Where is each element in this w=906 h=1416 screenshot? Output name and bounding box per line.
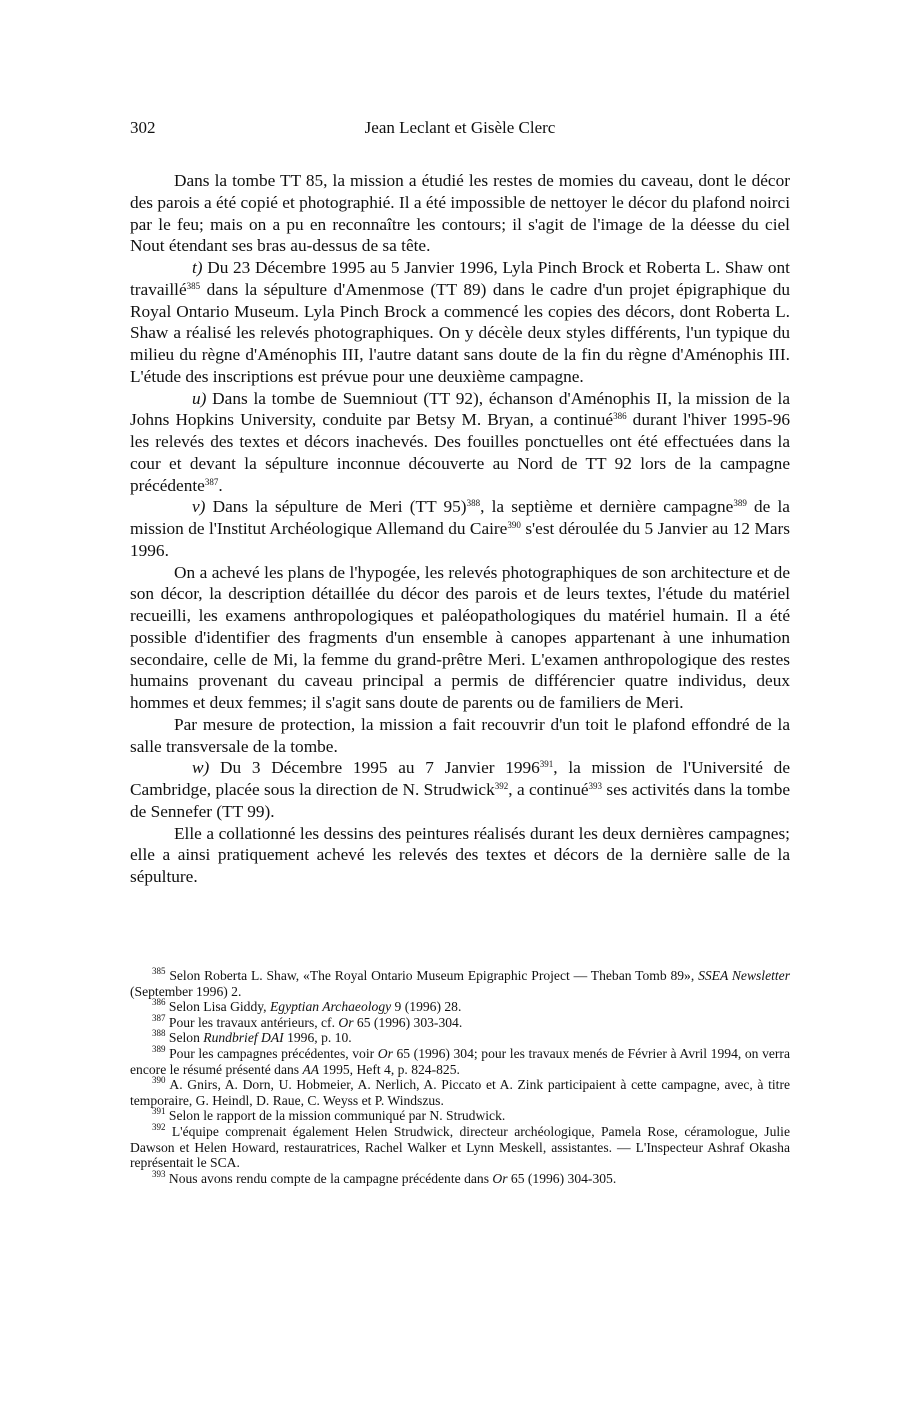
footnote-391: $^{391}$ Selon le rapport de la mission communiqué par N. Strudwick. [152, 1106, 506, 1124]
paragraph-tt85: Dans la tombe TT 85, la mission a étudié les restes de momies du caveau, dont le décor des parois a été copié et photographié. Il a été impossible de nettoyer le décor du plafond noirci par le feu; mais on a pu en reconnaître les contours; il s'agit de l'image de la déesse du ciel Nout étendant ses bras au-dessus de sa tête. [130, 171, 790, 256]
item-marker: v) [192, 497, 206, 517]
footnote-393: $^{393}$ Nous avons rendu compte de la campagne précédente dans Or 65 (1996) 304-305. [152, 1168, 617, 1186]
item-marker: u) [192, 388, 207, 408]
paragraph-u: u) Dans la tombe de Suemniout (TT 92), échanson d'Aménophis II, la mission de la Johns Hopkins University, conduite par Betsy M. Bryan, a continué$^{386}$ durant l'hiver 1995-96 les relevés des textes et décors inachevés. Des fouilles ponctuelles ont été effectuées dans la cour et devant la sépulture inconnue découverte au Nord de TT 92 lors de la campagne précédente$^{387}$. [130, 388, 790, 495]
item-marker: t) [192, 258, 203, 277]
footnote-ref: 388 [466, 498, 481, 509]
footnote-385: $^{385}$ Selon Roberta L. Shaw, «The Royal Ontario Museum Epigraphic Project — Theban Tomb 89», SSEA Newsletter (September 1996) 2. [130, 966, 790, 999]
paragraph-t: t) Du 23 Décembre 1995 au 5 Janvier 1996, Lyla Pinch Brock et Roberta L. Shaw ont travaillé$^{385}$ dans la sépulture d'Amenmose (TT 89) dans le cadre d'un projet épigraphique du Royal Ontario Museum. Lyla Pinch Brock a commencé les copies des décors, dont Roberta L. Shaw a réalisé les relevés photographiques. On y décèle deux styles différents, l'un typique du milieu du règne d'Aménophis III, l'autre datant sans doute de la fin du règne d'Aménophis III. L'étude des inscriptions est prévue pour une deuxième campagne. [130, 258, 790, 386]
footnote-389: $^{389}$ Pour les campagnes précédentes, voir Or 65 (1996) 304; pour les travaux menés de Février à Avril 1994, on verra encore le résumé présenté dans AA 1995, Heft 4, p. 824-825. [130, 1043, 790, 1077]
paragraph-hypogee: On a achevé les plans de l'hypogée, les relevés photographiques de son architecture et de son décor, la description détaillée du décor des parois et de leurs textes, l'étude du matériel recueilli, les examens anthropologiques et paléopathologiques du matériel humain. Il a été possible d'identifier des fragments d'un ensemble à canopes appartenant à une inhumation secondaire, celle de Mi, la femme du grand-prêtre Meri. L'examen anthropologique des restes humains provenant du caveau principal a permis de différencier quatre individus, deux hommes et deux femmes; il s'agit sans doute de parents ou de familiers de Meri. [130, 562, 790, 712]
page-header [130, 118, 790, 146]
paragraph-collation: Elle a collationné les dessins des peintures réalisés durant les deux dernières campagnes; elle a ainsi pratiquement achevé les relevés des textes et décors de la dernière salle de la sépulture. [130, 823, 790, 886]
footnote-387: $^{387}$ Pour les travaux antérieurs, cf. Or 65 (1996) 303-304. [152, 1012, 463, 1030]
footnotes [130, 968, 790, 1186]
footnote-ref: 392 [494, 781, 509, 791]
footnote-ref: 389 [733, 498, 747, 509]
footnote-390: $^{390}$ A. Gnirs, A. Dorn, U. Hobmeier, A. Nerlich, A. Piccato et A. Zink participaient à cette campagne, avec, à titre temporaire, G. Heindl, D. Raue, C. Weyss et P. Windszus. [130, 1075, 790, 1108]
footnote-ref: 390 [507, 520, 521, 530]
footnote-ref: 391 [539, 759, 554, 770]
footnote-386: $^{386}$ Selon Lisa Giddy, Egyptian Archaeology 9 (1996) 28. [152, 997, 462, 1015]
running-title: Jean Leclant et Gisèle Clerc [364, 118, 556, 137]
page-number: 302 [130, 118, 156, 137]
footnote-ref: 393 [588, 781, 603, 791]
footnote-388: $^{388}$ Selon Rundbrief DAI 1996, p. 10. [152, 1028, 352, 1046]
body-text [130, 170, 790, 888]
paragraph-w: w) Du 3 Décembre 1995 au 7 Janvier 1996$^{391}$, la mission de l'Université de Cambridge, placée sous la direction de N. Strudwick$^{392}$, a continué$^{393}$ ses activités dans la tombe de Sennefer (TT 99). [130, 758, 791, 821]
item-marker: w) [192, 758, 210, 778]
footnote-ref: 385 [186, 280, 201, 291]
paragraph-protection: Par mesure de protection, la mission a fait recouvrir d'un toit le plafond effondré de la salle transversale de la tombe. [130, 714, 790, 756]
footnote-ref: 386 [613, 411, 627, 422]
paragraph-v: v) Dans la sépulture de Meri (TT 95)$^{388}$, la septième et dernière campagne$^{389}$ de la mission de l'Institut Archéologique Allemand du Caire$^{390}$ s'est déroulée du 5 Janvier au 12 Mars 1996. [130, 497, 790, 560]
footnote-ref: 387 [204, 476, 219, 487]
footnote-392: $^{392}$ L'équipe comprenait également Helen Strudwick, directeur archéologique, Pamela Rose, céramologue, Julie Dawson et Helen Howard, restauratrices, Rachel Walker et Lynn Meskell, assistantes. — L'Inspecteur Ashraf Okasha représentait le SCA. [130, 1121, 790, 1171]
